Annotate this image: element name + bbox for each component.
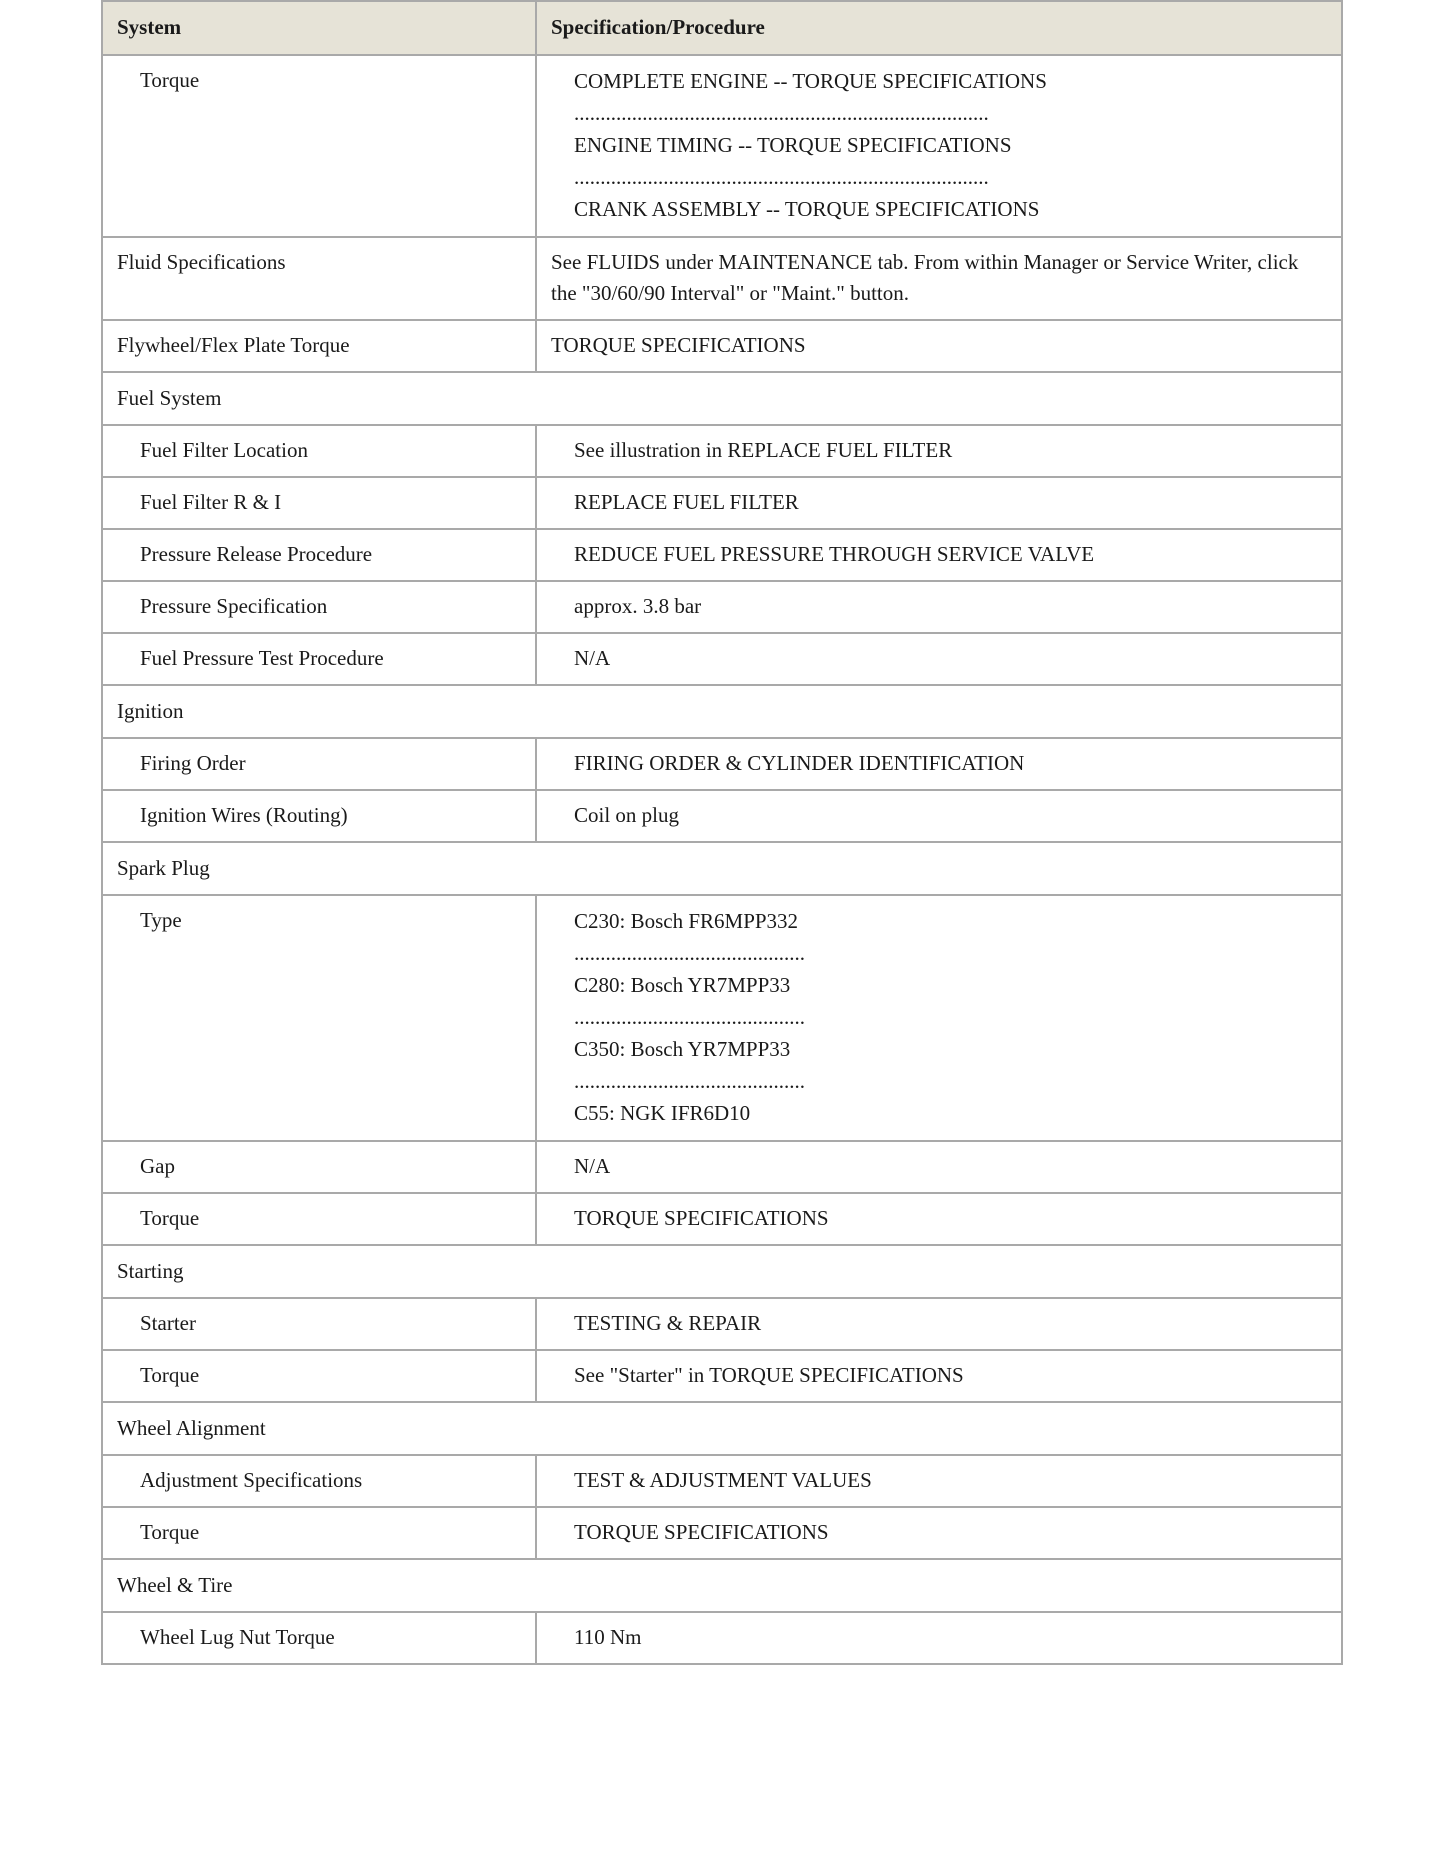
system-cell: Wheel Lug Nut Torque	[102, 1612, 536, 1664]
section-header-row	[102, 1402, 1342, 1455]
table-row	[102, 633, 1342, 685]
specification-cell	[536, 477, 1342, 529]
specification-text: C230: Bosch FR6MPP332	[574, 909, 799, 933]
dotted-separator: ...............................................................................	[574, 101, 989, 125]
specification-text: See illustration in REPLACE FUEL FILTER	[574, 438, 953, 462]
specification-text: 110 Nm	[574, 1625, 642, 1649]
specification-text: ENGINE TIMING -- TORQUE SPECIFICATIONS	[574, 133, 1012, 157]
system-cell: Fuel Pressure Test Procedure	[102, 633, 536, 685]
table-row	[102, 895, 1342, 1141]
section-label: Wheel & Tire	[102, 1559, 1342, 1612]
table-row	[102, 738, 1342, 790]
specification-table	[101, 0, 1343, 1665]
table-row	[102, 320, 1342, 372]
specification-text: TORQUE SPECIFICATIONS	[574, 1206, 829, 1230]
specification-cell	[536, 1141, 1342, 1193]
section-header-row	[102, 372, 1342, 425]
table-row	[102, 1193, 1342, 1245]
system-cell: Torque	[102, 1193, 536, 1245]
table-header-row	[102, 1, 1342, 55]
specification-text: See "Starter" in TORQUE SPECIFICATIONS	[574, 1363, 964, 1387]
specification-text: REDUCE FUEL PRESSURE THROUGH SERVICE VALVE	[574, 542, 1095, 566]
table-row	[102, 477, 1342, 529]
section-header-row	[102, 685, 1342, 738]
specification-text: CRANK ASSEMBLY -- TORQUE SPECIFICATIONS	[574, 197, 1040, 221]
system-cell: Flywheel/Flex Plate Torque	[102, 320, 536, 372]
specification-cell	[536, 1455, 1342, 1507]
specification-cell	[536, 1193, 1342, 1245]
table-row	[102, 1350, 1342, 1402]
specification-text: TEST & ADJUSTMENT VALUES	[574, 1468, 872, 1492]
specification-text: FIRING ORDER & CYLINDER IDENTIFICATION	[574, 751, 1025, 775]
specification-text: C280: Bosch YR7MPP33	[574, 973, 791, 997]
specification-cell	[536, 529, 1342, 581]
specification-cell	[536, 790, 1342, 842]
specification-cell	[536, 425, 1342, 477]
specification-text: TORQUE SPECIFICATIONS	[574, 1520, 829, 1544]
section-label: Starting	[102, 1245, 1342, 1298]
specification-cell	[536, 55, 1342, 237]
table-row	[102, 1507, 1342, 1559]
dotted-separator: ...............................................................................	[574, 165, 989, 189]
specification-text: See FLUIDS under MAINTENANCE tab. From within Manager or Service Writer, click the "30/60/90 Interval" or "Maint." button.	[551, 250, 1299, 305]
section-label: Spark Plug	[102, 842, 1342, 895]
specification-cell	[536, 895, 1342, 1141]
system-cell: Fuel Filter R & I	[102, 477, 536, 529]
specification-text: N/A	[574, 1154, 611, 1178]
section-label: Wheel Alignment	[102, 1402, 1342, 1455]
specification-text: TESTING & REPAIR	[574, 1311, 762, 1335]
system-cell: Gap	[102, 1141, 536, 1193]
section-label: Ignition	[102, 685, 1342, 738]
table-row	[102, 790, 1342, 842]
table-row	[102, 1455, 1342, 1507]
specification-text: C350: Bosch YR7MPP33	[574, 1037, 791, 1061]
system-cell: Pressure Release Procedure	[102, 529, 536, 581]
table-row	[102, 1141, 1342, 1193]
specification-cell	[536, 320, 1342, 372]
table-row	[102, 1612, 1342, 1664]
system-cell: Torque	[102, 55, 536, 237]
specification-text: N/A	[574, 646, 611, 670]
section-header-row	[102, 1559, 1342, 1612]
specification-text: COMPLETE ENGINE -- TORQUE SPECIFICATIONS	[574, 69, 1047, 93]
specification-cell	[536, 1298, 1342, 1350]
specification-cell	[536, 738, 1342, 790]
specification-text: C55: NGK IFR6D10	[574, 1101, 751, 1125]
specification-text: approx. 3.8 bar	[574, 594, 702, 618]
specification-cell	[536, 581, 1342, 633]
dotted-separator: ............................................	[574, 1069, 805, 1093]
table-row	[102, 237, 1342, 320]
table-row	[102, 55, 1342, 237]
specification-text: REPLACE FUEL FILTER	[574, 490, 799, 514]
table-row	[102, 1298, 1342, 1350]
table-row	[102, 425, 1342, 477]
column-header-system: System	[102, 1, 536, 55]
section-header-row	[102, 1245, 1342, 1298]
specification-cell	[536, 633, 1342, 685]
specification-text: Coil on plug	[574, 803, 680, 827]
system-cell: Pressure Specification	[102, 581, 536, 633]
dotted-separator: ............................................	[574, 941, 805, 965]
system-cell: Ignition Wires (Routing)	[102, 790, 536, 842]
system-cell: Torque	[102, 1507, 536, 1559]
table-body	[102, 55, 1342, 1664]
section-label: Fuel System	[102, 372, 1342, 425]
system-cell: Type	[102, 895, 536, 1141]
system-cell: Torque	[102, 1350, 536, 1402]
system-cell: Firing Order	[102, 738, 536, 790]
column-header-specification: Specification/Procedure	[536, 1, 1342, 55]
system-cell: Adjustment Specifications	[102, 1455, 536, 1507]
system-cell: Starter	[102, 1298, 536, 1350]
specification-cell	[536, 1612, 1342, 1664]
system-cell: Fluid Specifications	[102, 237, 536, 320]
specification-cell	[536, 1350, 1342, 1402]
dotted-separator: ............................................	[574, 1005, 805, 1029]
specification-text: TORQUE SPECIFICATIONS	[551, 333, 806, 357]
table-row	[102, 529, 1342, 581]
specification-cell	[536, 237, 1342, 320]
table-row	[102, 581, 1342, 633]
section-header-row	[102, 842, 1342, 895]
system-cell: Fuel Filter Location	[102, 425, 536, 477]
specification-cell	[536, 1507, 1342, 1559]
